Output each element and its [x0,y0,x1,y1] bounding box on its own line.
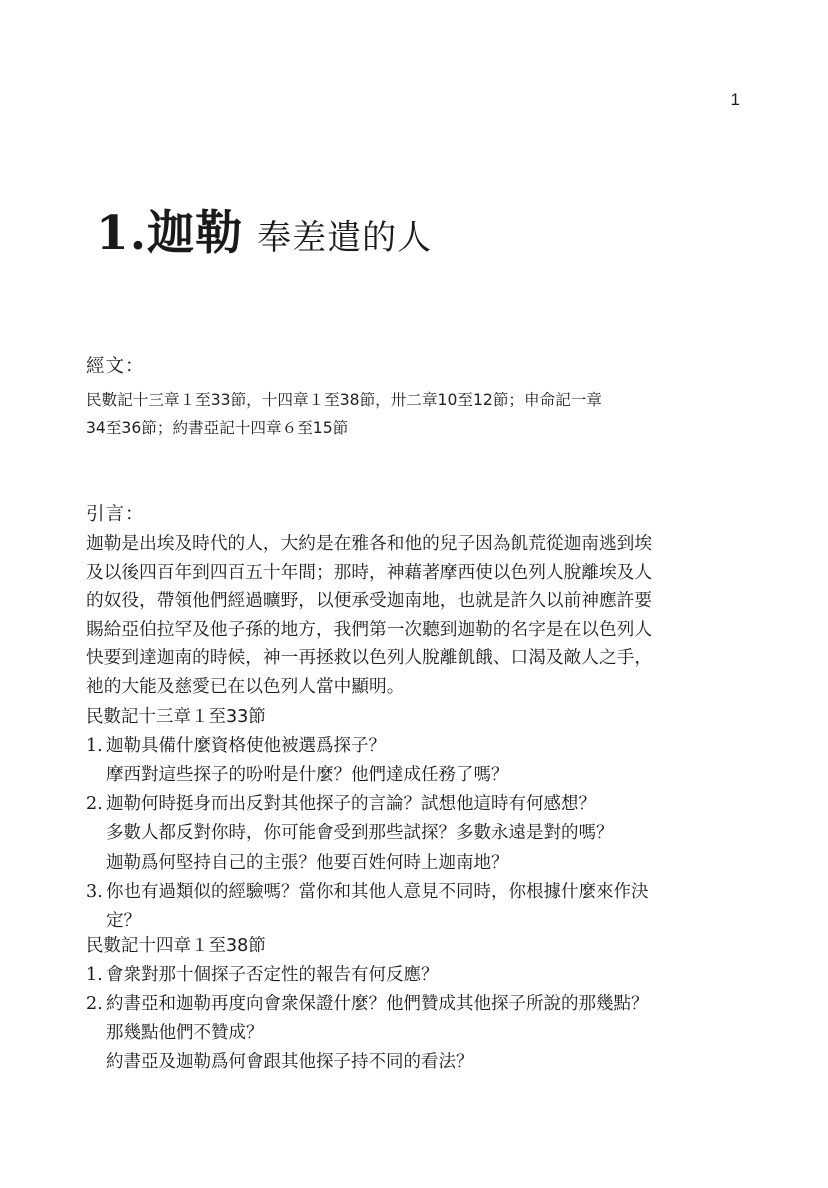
scripture-references [86,386,746,442]
question-text: 約書亞和迦勒再度向會衆保證什麼？他們贊成其他探子所說的那幾點？ [106,993,649,1014]
scripture-line: 民數記十三章１至33節，十四章１至38節，卅二章10至12節；申命記一章 [86,391,602,409]
question-text: 迦勒何時挺身而出反對其他探子的言論？試想他這時有何感想？ [106,794,596,815]
question-number: 3. [86,882,103,903]
question-group-heading: 民數記十四章１至38節 [86,936,266,956]
intro-line: 祂的大能及慈愛已在以色列人當中顯明。 [86,676,405,697]
chapter-title [96,196,432,263]
question-item [86,961,746,990]
question-number: 2. [86,993,103,1014]
question-group-heading: 民數記十三章１至33節 [86,707,266,727]
intro-line: 快要到達迦南的時候，神一再拯救以色列人脫離飢餓、口渴及敵人之手， [86,648,653,669]
question-item [86,732,746,791]
intro-paragraph [86,530,746,702]
intro-line: 的奴役，帶領他們經過曠野，以便承受迦南地，也就是許久以前神應許要 [86,591,653,612]
question-number: 2. [86,794,103,815]
question-number: 1. [86,735,103,756]
intro-line: 及以後四百年到四百五十年間；那時，神藉著摩西使以色列人脫離埃及人 [86,562,653,583]
intro-section [86,500,746,702]
question-number: 1. [86,964,103,985]
chapter-title-main: 1.迦勒 [96,206,244,261]
question-text: 定？ [106,911,141,932]
question-text: 迦勒爲何堅持自己的主張？他要百姓何時上迦南地？ [106,852,509,873]
question-item [86,990,746,1078]
question-text: 約書亞及迦勒爲何會跟其他探子持不同的看法？ [106,1052,474,1073]
intro-line: 迦勒是出埃及時代的人，大約是在雅各和他的兒子因為飢荒從迦南逃到埃 [86,534,653,554]
scripture-section [86,352,746,442]
question-text: 那幾點他們不贊成？ [106,1023,264,1044]
intro-heading: 引言： [86,504,145,525]
question-text: 摩西對這些探子的吩咐是什麼？他們達成任務了嗎？ [106,764,509,785]
question-text: 會衆對那十個探子否定性的報告有何反應？ [106,964,439,985]
question-text: 多數人都反對你時，你可能會受到那些試探？多數永遠是對的嗎？ [106,823,614,844]
chapter-title-sub: 奉差遣的人 [257,218,433,258]
question-group-numbers-14 [86,932,746,1078]
page-number: 1 [730,90,740,109]
scripture-line: 34至36節；約書亞記十四章６至15節 [86,419,349,437]
question-item [86,878,746,937]
question-text: 你也有過類似的經驗嗎？當你和其他人意見不同時，你根據什麼來作決 [106,882,649,903]
intro-line: 賜給亞伯拉罕及他子孫的地方，我們第一次聽到迦勒的名字是在以色列人 [86,619,653,640]
question-item [86,790,746,878]
question-group-numbers-13 [86,703,746,937]
question-text: 迦勒具備什麼資格使他被選爲探子？ [106,735,386,756]
scripture-heading: 經文： [86,356,145,377]
